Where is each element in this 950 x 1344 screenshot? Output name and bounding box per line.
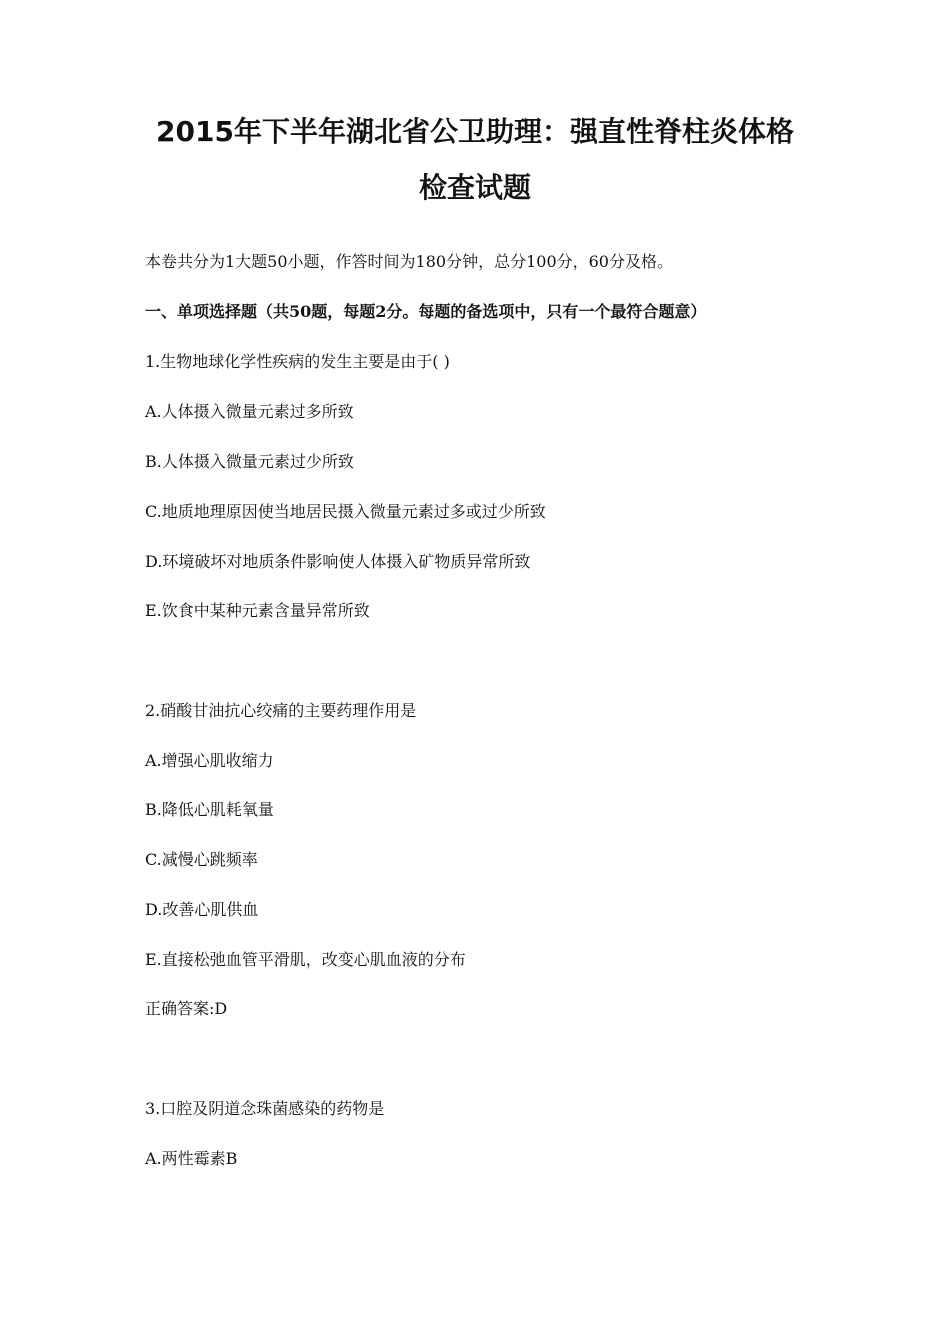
answer-option: A.两性霉素B (145, 1149, 238, 1168)
title-line-2: 检查试题 (418, 171, 531, 204)
question-stem: 1.生物地球化学性疾病的发生主要是由于( ) (145, 352, 450, 371)
answer-option: D.环境破坏对地质条件影响使人体摄入矿物质异常所致 (145, 552, 531, 571)
answer-option: B.降低心肌耗氧量 (145, 800, 274, 819)
answer-option: C.地质地理原因使当地居民摄入微量元素过多或过少所致 (145, 502, 546, 521)
title-line-1: 2015年下半年湖北省公卫助理：强直性脊柱炎体格 (156, 115, 794, 148)
answer-option: A.人体摄入微量元素过多所致 (145, 402, 354, 421)
answer-option: B.人体摄入微量元素过少所致 (145, 452, 354, 471)
correct-answer: 正确答案:D (145, 999, 228, 1018)
answer-option: E.直接松弛血管平滑肌，改变心肌血液的分布 (145, 950, 466, 969)
document-title (0, 104, 950, 216)
answer-option: C.减慢心跳频率 (145, 850, 258, 869)
answer-option: A.增强心肌收缩力 (145, 751, 274, 770)
section-heading: 一、单项选择题（共50题，每题2分。每题的备选项中，只有一个最符合题意） (145, 302, 707, 321)
question-stem: 2.硝酸甘油抗心绞痛的主要药理作用是 (145, 701, 417, 720)
answer-option: D.改善心肌供血 (145, 900, 259, 919)
exam-intro: 本卷共分为1大题50小题，作答时间为180分钟，总分100分，60分及格。 (145, 252, 673, 271)
question-stem: 3.口腔及阴道念珠菌感染的药物是 (145, 1099, 385, 1118)
answer-option: E.饮食中某种元素含量异常所致 (145, 601, 370, 620)
